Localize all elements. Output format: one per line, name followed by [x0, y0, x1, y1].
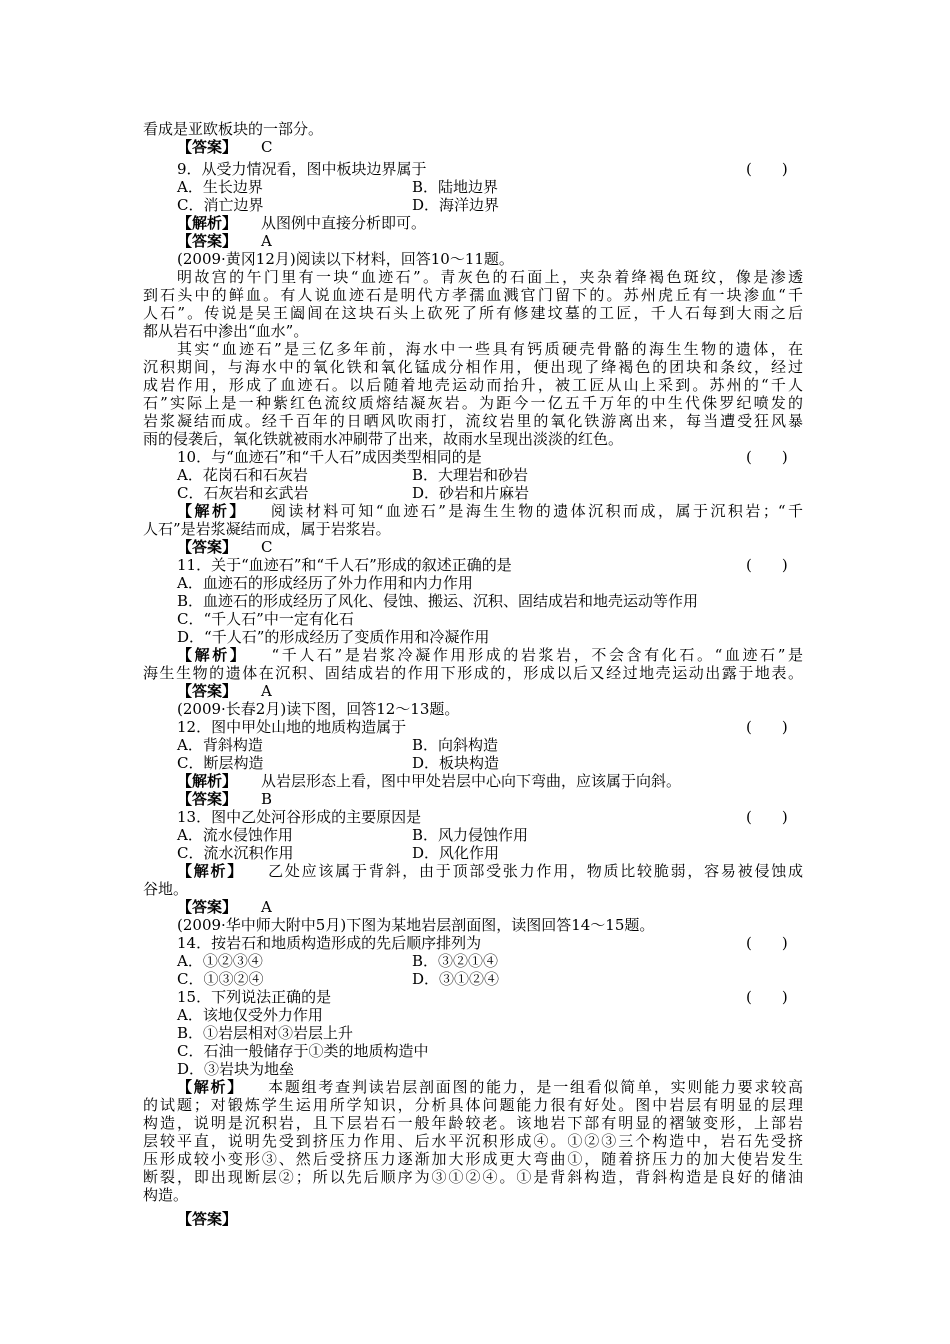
answer-blank: ( ) [746, 988, 788, 1006]
paragraph-line: 到石头中的鲜血。有人说血迹石是明代方孝孺血溅官门留下的。苏州虎丘有一块渗血“千 [143, 286, 803, 304]
answer-blank: ( ) [746, 160, 788, 178]
option-d: D．砂岩和片麻岩 [412, 484, 530, 502]
analysis-text: 谷地。 [143, 880, 189, 898]
option-d: D．风化作用 [412, 844, 500, 862]
paragraph-line: 岩浆凝结而成。经千百年的日晒风吹雨打，流纹岩里的氧化铁游离出来，每当遭受狂风暴 [143, 412, 803, 430]
answer-label: 【答案】 [177, 790, 238, 808]
paragraph-line: 成岩作用，形成了血迹石。以后随着地壳运动而抬升，被工匠从山上采到。苏州的“千人 [143, 376, 803, 394]
answer-row [177, 790, 272, 808]
analysis-text: 层较平直，说明先受到挤压力作用、后水平沉积形成④。①②③三个构造中，岩石先受挤 [143, 1132, 803, 1150]
analysis-row [177, 214, 426, 232]
paragraph-line: 石”实际上是一种紫红色流纹质熔结凝灰岩。为距今一亿五千万年的中生代侏罗纪喷发的 [143, 394, 803, 412]
option-b: B．陆地边界 [412, 178, 499, 196]
answer-label: 【答案】 [177, 1210, 238, 1228]
question-11: 11．关于“血迹石”和“千人石”形成的叙述正确的是 [177, 556, 512, 574]
answer-value: C [261, 538, 273, 556]
option-c: C．断层构造 [177, 754, 264, 772]
analysis-label: 【解析】 [177, 214, 238, 232]
answer-value: C [261, 138, 273, 156]
question-10: 10．与“血迹石”和“千人石”成因类型相同的是 [177, 448, 482, 466]
analysis-text: 从岩层形态上看，图中甲处岩层中心向下弯曲，应该属于向斜。 [261, 772, 682, 790]
answer-row [177, 138, 273, 156]
option-a: A．该地仅受外力作用 [177, 1006, 323, 1024]
analysis-row [177, 1078, 803, 1096]
answer-blank: ( ) [746, 808, 788, 826]
source-line: (2009·黄冈12月)阅读以下材料，回答10～11题。 [177, 250, 514, 268]
option-b: B．向斜构造 [412, 736, 499, 754]
answer-value: A [261, 898, 272, 916]
analysis-label: 【解析】 [177, 646, 248, 664]
source-line: (2009·长春2月)读下图，回答12～13题。 [177, 700, 460, 718]
analysis-label: 【解析】 [177, 502, 247, 520]
option-b: B．血迹石的形成经历了风化、侵蚀、搬运、沉积、固结成岩和地壳运动等作用 [177, 592, 699, 610]
analysis-row [177, 772, 681, 790]
analysis-text: 构造，说明是沉积岩，且下层岩石一般年龄较老。该地岩下部有明显的褶皱变形，上部岩 [143, 1114, 803, 1132]
option-a: A．花岗石和石灰岩 [177, 466, 308, 484]
option-b: B．风力侵蚀作用 [412, 826, 529, 844]
answer-label: 【答案】 [177, 232, 238, 250]
option-a: A．流水侵蚀作用 [177, 826, 293, 844]
question-12: 12．图中甲处山地的地质构造属于 [177, 718, 407, 736]
answer-row [177, 232, 272, 250]
option-d: D．板块构造 [412, 754, 500, 772]
analysis-text: 海生生物的遗体在沉积、固结成岩的作用下形成的，形成以后又经过地壳运动出露于地表。 [143, 664, 803, 682]
option-a: A．①②③④ [177, 952, 263, 970]
question-13: 13．图中乙处河谷形成的主要原因是 [177, 808, 422, 826]
answer-value: A [261, 682, 272, 700]
source-line: (2009·华中师大附中5月)下图为某地岩层剖面图，读图回答14～15题。 [177, 916, 655, 934]
option-d: D．“千人石”的形成经历了变质作用和冷凝作用 [177, 628, 490, 646]
answer-blank: ( ) [746, 934, 788, 952]
option-d: D．③岩块为地垒 [177, 1060, 295, 1078]
answer-blank: ( ) [746, 718, 788, 736]
answer-value: A [261, 232, 272, 250]
analysis-text: 构造。 [143, 1186, 189, 1204]
option-c: C．“千人石”中一定有化石 [177, 610, 354, 628]
option-a: A．背斜构造 [177, 736, 263, 754]
question-15: 15．下列说法正确的是 [177, 988, 332, 1006]
question-14: 14．按岩石和地质构造形成的先后顺序排列为 [177, 934, 482, 952]
answer-label: 【答案】 [177, 898, 238, 916]
option-a: A．血迹石的形成经历了外力作用和内力作用 [177, 574, 473, 592]
option-c: C．消亡边界 [177, 196, 264, 214]
answer-blank: ( ) [746, 556, 788, 574]
option-c: C．①③②④ [177, 970, 264, 988]
analysis-text: 断裂，即出现断层②；所以先后顺序为③①②④。①是背斜构造，背斜构造是良好的储油 [143, 1168, 803, 1186]
option-b: B．大理岩和砂岩 [412, 466, 529, 484]
answer-row [177, 682, 272, 700]
answer-row [177, 898, 272, 916]
option-c: C．流水沉积作用 [177, 844, 294, 862]
analysis-text: 压形成较小变形③、然后受挤压力逐渐加大形成更大弯曲①，随着挤压力的加大使岩发生 [143, 1150, 803, 1168]
question-9: 9．从受力情况看，图中板块边界属于 [177, 160, 427, 178]
paragraph-line: 其实“血迹石”是三亿多年前，海水中一些具有钙质硬壳骨骼的海生生物的遗体，在 [177, 340, 803, 358]
option-c: C．石油一般储存于①类的地质构造中 [177, 1042, 429, 1060]
analysis-text: 乙处应该属于背斜，由于顶部受张力作用，物质比较脆弱，容易被侵蚀成 [268, 862, 803, 880]
analysis-text: 本题组考查判读岩层剖面图的能力，是一组看似简单，实则能力要求较高 [268, 1078, 803, 1096]
analysis-label: 【解析】 [177, 862, 245, 880]
option-d: D．③①②④ [412, 970, 500, 988]
analysis-row [177, 502, 803, 520]
paragraph-line: 明故宫的午门里有一块“血迹石”。青灰色的石面上，夹杂着绛褐色斑纹，像是渗透 [177, 268, 803, 286]
analysis-text: 人石”是岩浆凝结而成，属于岩浆岩。 [143, 520, 391, 538]
answer-label: 【答案】 [177, 138, 238, 156]
option-b: B．③②①④ [412, 952, 499, 970]
option-c: C．石灰岩和玄武岩 [177, 484, 309, 502]
answer-blank: ( ) [746, 448, 788, 466]
analysis-label: 【解析】 [177, 772, 238, 790]
answer-label: 【答案】 [177, 538, 238, 556]
analysis-label: 【解析】 [177, 1078, 245, 1096]
analysis-row [177, 646, 803, 664]
option-a: A．生长边界 [177, 178, 263, 196]
answer-label: 【答案】 [177, 682, 238, 700]
paragraph-line: 雨的侵袭后，氧化铁就被雨水冲刷带了出来，故雨水呈现出淡淡的红色。 [143, 430, 624, 448]
option-b: B．①岩层相对③岩层上升 [177, 1024, 354, 1042]
analysis-text: 的试题；对锻炼学生运用所学知识，分析具体问题能力很有好处。图中岩层有明显的层理 [143, 1096, 803, 1114]
paragraph-line: 都从岩石中渗出“血水”。 [143, 322, 309, 340]
analysis-text: “千人石”是岩浆冷凝作用形成的岩浆岩，不会含有化石。“血迹石”是 [271, 646, 803, 664]
analysis-text: 阅读材料可知“血迹石”是海生生物的遗体沉积而成，属于沉积岩；“千 [270, 502, 803, 520]
analysis-row [177, 862, 803, 880]
option-d: D．海洋边界 [412, 196, 500, 214]
paragraph-line: 人石”。传说是吴王阖闾在这块石头上砍死了所有修建坟墓的工匠，千人石每到大雨之后 [143, 304, 803, 322]
answer-row [177, 538, 273, 556]
paragraph-line: 沉积期间，与海水中的氧化铁和氧化锰成分相作用，便出现了绛褐色的团块和条纹，经过 [143, 358, 803, 376]
text-line: 看成是亚欧板块的一部分。 [143, 120, 324, 138]
analysis-text: 从图例中直接分析即可。 [261, 214, 427, 232]
answer-row [177, 1210, 237, 1228]
answer-value: B [261, 790, 273, 808]
